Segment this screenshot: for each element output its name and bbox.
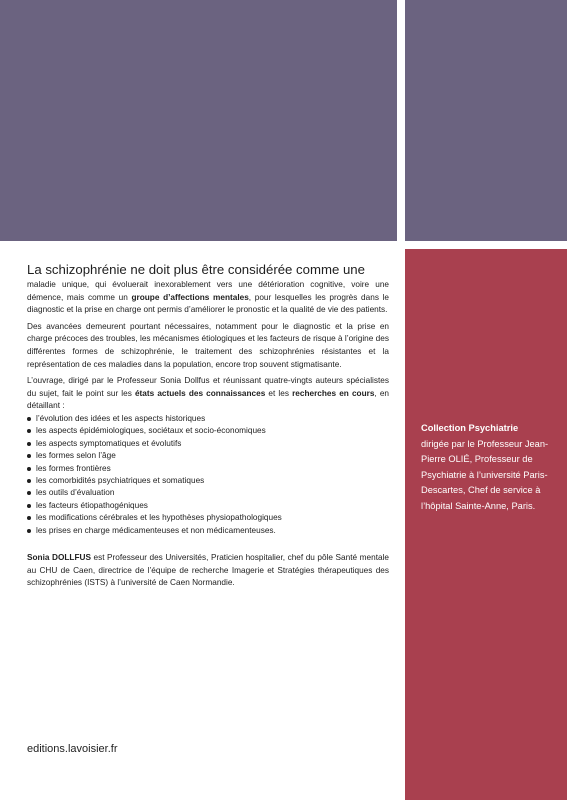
cover-color-block-right — [405, 0, 567, 241]
author-bio-text: est Professeur des Universités, Praticien hospitalier, chef du pôle Santé mentale au CHU de Caen, directrice de l’équipe de recherche Imagerie et Stratégies thérapeutiques des schizophrénies (ISTS) à l’université de Caen Normandie. — [27, 553, 389, 588]
paragraph-book-text-c: et les — [265, 388, 293, 398]
paragraph-intro-text-a: maladie unique, qui évoluerait inexorablement vers une détérioration cognitive, voire une démence, mais comme un — [27, 280, 389, 302]
paragraph-book-text-e: , en détaillant : — [27, 388, 389, 411]
paragraph-book-text-a: L’ouvrage, dirigé par le Professeur Sonia Dollfus et réunissant quatre-vingts auteurs spécialistes du sujet, fait le point sur les — [27, 376, 389, 398]
paragraph-intro-text-c: , pour lesquelles les progrès dans le diagnostic et la prise en charge ont permis d’améliorer le pronostic et la qualité de vie des patients. — [27, 292, 390, 315]
list-item: les formes frontières — [27, 463, 389, 475]
paragraph-intro — [27, 279, 389, 317]
list-item: les outils d’évaluation — [27, 487, 389, 499]
lead-sentence: La schizophrénie ne doit plus être considérée comme une — [27, 262, 365, 277]
bullet-icon — [27, 491, 31, 495]
paragraph-book — [27, 375, 389, 413]
collection-title: Collection Psychiatrie — [421, 423, 519, 433]
list-item: l’évolution des idées et les aspects historiques — [27, 413, 389, 425]
bullet-icon — [27, 479, 31, 483]
cover-color-block — [0, 0, 397, 241]
back-cover-text — [27, 262, 389, 590]
paragraph-advances: Des avancées demeurent pourtant nécessaires, notamment pour le diagnostic et la prise en charge précoces des troubles, les mécanismes étiologiques et les facteurs de risque à l’origine des différentes formes de schizophrénie, le traitement des schizophrénies résistantes et la représentation de ces maladies dans la population, encore trop souvent stigmatisante. — [27, 321, 389, 369]
list-item: les prises en charge médicamenteuses et non médicamenteuses. — [27, 525, 389, 537]
bullet-icon — [27, 504, 31, 508]
list-item: les aspects épidémiologiques, sociétaux et socio-économiques — [27, 425, 389, 437]
collection-sidebar — [405, 249, 567, 800]
bullet-icon — [27, 429, 31, 433]
bullet-icon — [27, 516, 31, 520]
paragraph-book-emphasis-2: recherches en cours — [292, 388, 375, 398]
list-item: les comorbidités psychiatriques et somatiques — [27, 475, 389, 487]
list-item: les modifications cérébrales et les hypothèses physiopathologiques — [27, 512, 389, 524]
author-bio — [27, 552, 389, 590]
topics-list — [27, 413, 389, 537]
collection-description: dirigée par le Professeur Jean-Pierre OLIÉ, Professeur de Psychiatrie à l’université Paris-Descartes, Chef de service à l’hôpital Sainte-Anne, Paris. — [421, 438, 549, 511]
bullet-icon — [27, 454, 31, 458]
list-item: les facteurs étiopathogéniques — [27, 500, 389, 512]
paragraph-intro-emphasis: groupe d’affections mentales — [131, 292, 249, 302]
collection-info — [421, 421, 561, 514]
bullet-icon — [27, 529, 31, 533]
list-item: les aspects symptomatiques et évolutifs — [27, 438, 389, 450]
author-name: Sonia DOLLFUS — [27, 553, 91, 562]
bullet-icon — [27, 417, 31, 421]
bullet-icon — [27, 467, 31, 471]
list-item: les formes selon l’âge — [27, 450, 389, 462]
bullet-icon — [27, 442, 31, 446]
publisher-website: editions.lavoisier.fr — [27, 743, 118, 755]
paragraph-book-emphasis-1: états actuels des connaissances — [134, 388, 266, 398]
